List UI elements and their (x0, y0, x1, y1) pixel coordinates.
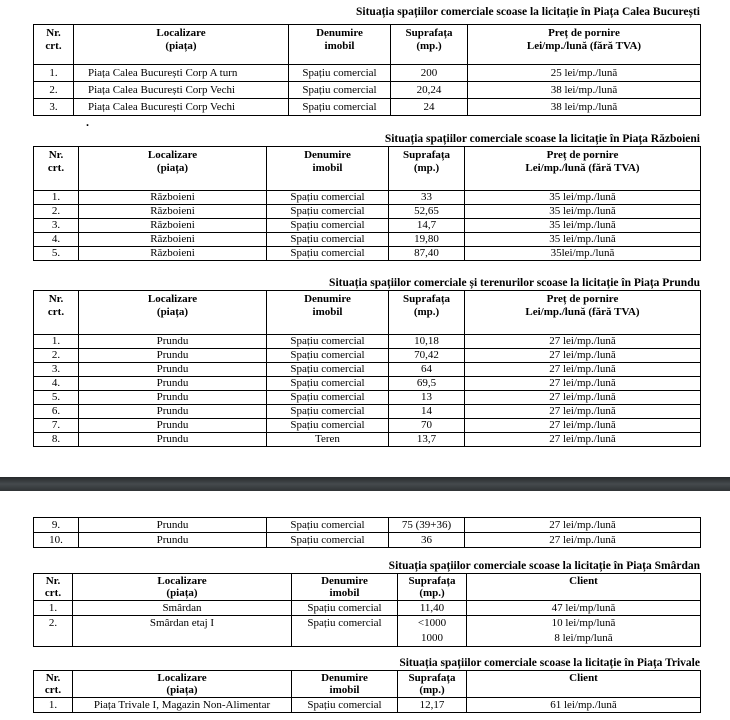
column-header-pret (465, 291, 701, 335)
table-row (34, 335, 701, 349)
cell-localizare: Prundu (79, 419, 267, 433)
cell-pret: 27 lei/mp./lună (465, 405, 701, 419)
table-row (34, 616, 701, 647)
cell-suprafata: 12,17 (398, 698, 467, 713)
cell-pret: 27 lei/mp./lună (465, 349, 701, 363)
column-header-localizare (79, 147, 267, 191)
cell-denumire: Spațiu comercial (267, 349, 389, 363)
cell-localizare: Piața Calea București Corp A turn (74, 65, 289, 82)
cell-localizare: Piața Calea București Corp Vechi (74, 99, 289, 116)
cell-nr: 2. (34, 205, 79, 219)
table-title: Situația spațiilor comerciale scoase la licitație în Piața Trivale (399, 657, 700, 669)
cell-pret: 35 lei/mp./lună (465, 191, 701, 205)
column-header-denumire (292, 574, 398, 601)
column-header-denumire (267, 291, 389, 335)
column-header-localizare (73, 574, 292, 601)
cell-denumire: Spațiu comercial (292, 698, 398, 713)
cell-client (467, 616, 701, 647)
cell-pret: 27 lei/mp./lună (465, 391, 701, 405)
cell-suprafata: 11,40 (398, 601, 467, 616)
header-line: (piața) (156, 162, 189, 174)
cell-localizare: Prundu (79, 363, 267, 377)
column-header-localizare (73, 671, 292, 698)
cell-localizare: Prundu (79, 533, 267, 548)
cell-nr: 3. (34, 363, 79, 377)
cell-pret: 27 lei/mp./lună (465, 419, 701, 433)
header-row (34, 574, 701, 601)
cell-suprafata: 14 (389, 405, 465, 419)
cell-pret: 35 lei/mp./lună (465, 205, 701, 219)
header-line: (piața) (156, 306, 189, 318)
auction-table-section (33, 276, 700, 447)
header-line: imobil (329, 684, 360, 696)
column-header-denumire (289, 25, 391, 65)
cell-suprafata: 200 (391, 65, 468, 82)
column-header-nr (34, 291, 79, 335)
cell-pret: 27 lei/mp./lună (465, 363, 701, 377)
header-line: Preț de pornire (548, 27, 620, 39)
auction-table-section (33, 517, 700, 548)
cell-client: 47 lei/mp/lună (467, 601, 701, 616)
column-header-suprafata (398, 671, 467, 698)
table-row (34, 533, 701, 548)
cell-suprafata: 20,24 (391, 82, 468, 99)
cell-pret: 35 lei/mp./lună (465, 219, 701, 233)
cell-suprafata: 70 (389, 419, 465, 433)
cell-suprafata: 36 (389, 533, 465, 548)
cell-nr: 1. (34, 191, 79, 205)
column-header-denumire (267, 147, 389, 191)
cell-suprafata: 14,7 (389, 219, 465, 233)
header-line: Localizare (147, 149, 198, 161)
header-line: Localizare (157, 672, 207, 684)
cell-pret: 35 lei/mp./lună (465, 233, 701, 247)
auction-table-section (33, 656, 700, 713)
auction-table (33, 290, 701, 447)
cell-line: 8 lei/mp/lună (554, 632, 613, 644)
auction-table (33, 573, 701, 647)
header-row (34, 25, 701, 65)
cell-suprafata: 87,40 (389, 247, 465, 261)
header-line: Nr. (45, 575, 61, 587)
cell-localizare: Războieni (79, 191, 267, 205)
cell-line: <1000 (417, 617, 447, 629)
cell-nr: 4. (34, 233, 79, 247)
cell-localizare: Piața Calea București Corp Vechi (74, 82, 289, 99)
table-row (34, 363, 701, 377)
cell-pret: 27 lei/mp./lună (465, 377, 701, 391)
cell-suprafata: 33 (389, 191, 465, 205)
cell-localizare: Prundu (79, 518, 267, 533)
cell-localizare: Prundu (79, 335, 267, 349)
cell-denumire: Spațiu comercial (267, 335, 389, 349)
header-line: Suprafața (402, 293, 451, 305)
header-line: Nr. (46, 27, 61, 39)
header-line: Denumire (316, 27, 363, 39)
column-header-nr (34, 671, 73, 698)
cell-localizare: Războieni (79, 205, 267, 219)
cell-pret: 27 lei/mp./lună (465, 533, 701, 548)
table-row (34, 82, 701, 99)
cell-denumire: Spațiu comercial (267, 419, 389, 433)
cell-denumire: Spațiu comercial (267, 518, 389, 533)
auction-table-section (33, 559, 700, 647)
table-row (34, 601, 701, 616)
cell-client: 61 lei/mp./lună (467, 698, 701, 713)
header-line: Lei/mp./lună (fără TVA) (526, 40, 642, 52)
header-line: Localizare (147, 293, 198, 305)
header-line: Localizare (156, 27, 206, 39)
table-title: Situația spațiilor comerciale scoase la licitație în Piața Războieni (384, 133, 700, 145)
cell-denumire: Spațiu comercial (267, 533, 389, 548)
table-row (34, 247, 701, 261)
cell-pret: 27 lei/mp./lună (465, 518, 701, 533)
cell-nr: 3. (34, 219, 79, 233)
cell-localizare: Prundu (79, 405, 267, 419)
cell-suprafata: 13,7 (389, 433, 465, 447)
cell-nr: 4. (34, 377, 79, 391)
header-line: Suprafața (402, 149, 451, 161)
table-title: Situația spațiilor comerciale scoase la licitație în Piața Smârdan (388, 560, 700, 572)
header-line: Suprafața (408, 672, 456, 684)
cell-suprafata: 64 (389, 363, 465, 377)
cell-denumire: Spațiu comercial (267, 363, 389, 377)
cell-nr: 8. (34, 433, 79, 447)
cell-nr: 1. (34, 601, 73, 616)
cell-line: 1000 (421, 632, 443, 644)
column-header-suprafata (391, 25, 468, 65)
header-line: (mp.) (419, 587, 445, 599)
cell-line: 10 lei/mp/lună (551, 617, 616, 629)
header-line: Preț de pornire (546, 149, 619, 161)
cell-localizare: Prundu (79, 391, 267, 405)
cell-pret: 38 lei/mp./lună (468, 82, 701, 99)
cell-localizare: Războieni (79, 219, 267, 233)
auction-table (33, 670, 701, 713)
cell-nr: 1. (34, 335, 79, 349)
table-row (34, 377, 701, 391)
cell-denumire: Spațiu comercial (292, 616, 398, 647)
cell-denumire: Spațiu comercial (289, 99, 391, 116)
cell-nr: 5. (34, 391, 79, 405)
table-row (34, 219, 701, 233)
header-line: (mp.) (413, 306, 440, 318)
header-line: imobil (312, 162, 343, 174)
cell-denumire: Spațiu comercial (267, 219, 389, 233)
column-header-pret (468, 25, 701, 65)
cell-nr: 5. (34, 247, 79, 261)
header-line: Nr. (48, 293, 64, 305)
cell-suprafata: 75 (39+36) (389, 518, 465, 533)
header-line: Nr. (45, 672, 61, 684)
cell-denumire: Spațiu comercial (289, 82, 391, 99)
cell-denumire: Spațiu comercial (267, 377, 389, 391)
table-row (34, 349, 701, 363)
column-header-suprafata (389, 147, 465, 191)
header-line: crt. (44, 587, 62, 599)
cell-suprafata: 13 (389, 391, 465, 405)
header-line: Denumire (304, 149, 351, 161)
cell-suprafata: 52,65 (389, 205, 465, 219)
cell-localizare: Războieni (79, 233, 267, 247)
table-row (34, 698, 701, 713)
cell-denumire: Spațiu comercial (267, 205, 389, 219)
cell-denumire: Teren (267, 433, 389, 447)
cell-suprafata: 19,80 (389, 233, 465, 247)
header-line: Preț de pornire (546, 293, 619, 305)
cell-localizare: Smârdan etaj I (73, 616, 292, 647)
cell-pret: 27 lei/mp./lună (465, 433, 701, 447)
auction-table-section (33, 132, 700, 261)
header-line: (mp.) (413, 162, 440, 174)
table-title: Situația spațiilor comerciale și terenurilor scoase la licitație în Piața Prundu (329, 277, 700, 289)
cell-suprafata (398, 616, 467, 647)
page-separator (0, 477, 730, 491)
header-row (34, 671, 701, 698)
cell-nr: 1. (34, 698, 73, 713)
table-row (34, 99, 701, 116)
header-line: crt. (47, 162, 65, 174)
cell-suprafata: 69,5 (389, 377, 465, 391)
auction-table (33, 24, 701, 116)
cell-nr: 7. (34, 419, 79, 433)
auction-table-section (33, 5, 700, 116)
cell-suprafata: 10,18 (389, 335, 465, 349)
cell-nr: 6. (34, 405, 79, 419)
cell-localizare: Smârdan (73, 601, 292, 616)
header-line: Client (569, 575, 598, 587)
header-line: Client (569, 672, 598, 684)
cell-nr: 9. (34, 518, 79, 533)
cell-pret: 27 lei/mp./lună (465, 335, 701, 349)
header-line: Lei/mp./lună (fără TVA) (525, 306, 640, 318)
header-line: (mp.) (419, 684, 445, 696)
stray-dot: . (86, 115, 89, 129)
column-header-suprafata (389, 291, 465, 335)
cell-denumire: Spațiu comercial (267, 247, 389, 261)
header-line: Denumire (321, 575, 368, 587)
header-line: Denumire (304, 293, 351, 305)
column-header-nr (34, 25, 74, 65)
header-line: (mp.) (416, 40, 442, 52)
cell-localizare: Piața Trivale I, Magazin Non-Alimentar (73, 698, 292, 713)
table-row (34, 391, 701, 405)
cell-denumire: Spațiu comercial (267, 405, 389, 419)
header-line: imobil (329, 587, 360, 599)
cell-denumire: Spațiu comercial (289, 65, 391, 82)
header-row (34, 147, 701, 191)
table-row (34, 191, 701, 205)
header-line: Denumire (321, 672, 368, 684)
header-row (34, 291, 701, 335)
cell-denumire: Spațiu comercial (292, 601, 398, 616)
cell-pret: 38 lei/mp./lună (468, 99, 701, 116)
table-row (34, 65, 701, 82)
cell-nr: 1. (34, 65, 74, 82)
cell-pret: 35lei/mp./lună (465, 247, 701, 261)
column-header-localizare (79, 291, 267, 335)
cell-pret: 25 lei/mp./lună (468, 65, 701, 82)
column-header-denumire (292, 671, 398, 698)
table-row (34, 405, 701, 419)
header-line: imobil (324, 40, 355, 52)
table-row (34, 433, 701, 447)
table-row (34, 233, 701, 247)
header-line: Localizare (157, 575, 207, 587)
table-title: Situația spațiilor comerciale scoase la licitație în Piața Calea București (356, 6, 700, 18)
column-header-client (467, 671, 701, 698)
cell-nr: 2. (34, 349, 79, 363)
auction-table (33, 146, 701, 261)
column-header-pret (465, 147, 701, 191)
cell-denumire: Spațiu comercial (267, 233, 389, 247)
header-line: crt. (45, 40, 62, 52)
table-row (34, 518, 701, 533)
header-line: Suprafața (408, 575, 456, 587)
cell-localizare: Prundu (79, 433, 267, 447)
header-line: (piața) (166, 587, 198, 599)
header-line: Suprafața (405, 27, 453, 39)
cell-nr: 2. (34, 616, 73, 647)
cell-suprafata: 70,42 (389, 349, 465, 363)
cell-nr: 2. (34, 82, 74, 99)
cell-localizare: Războieni (79, 247, 267, 261)
column-header-client (467, 574, 701, 601)
cell-nr: 3. (34, 99, 74, 116)
column-header-nr (34, 574, 73, 601)
column-header-localizare (74, 25, 289, 65)
header-line: imobil (312, 306, 343, 318)
column-header-suprafata (398, 574, 467, 601)
cell-denumire: Spațiu comercial (267, 391, 389, 405)
header-line: crt. (47, 306, 65, 318)
column-header-nr (34, 147, 79, 191)
cell-localizare: Prundu (79, 349, 267, 363)
header-line: (piața) (166, 684, 198, 696)
header-line: Nr. (48, 149, 64, 161)
table-row (34, 419, 701, 433)
table-row (34, 205, 701, 219)
header-line: Lei/mp./lună (fără TVA) (525, 162, 640, 174)
cell-nr: 10. (34, 533, 79, 548)
header-line: crt. (44, 684, 62, 696)
header-line: (piața) (165, 40, 197, 52)
cell-suprafata: 24 (391, 99, 468, 116)
cell-localizare: Prundu (79, 377, 267, 391)
cell-denumire: Spațiu comercial (267, 191, 389, 205)
auction-table (33, 517, 701, 548)
